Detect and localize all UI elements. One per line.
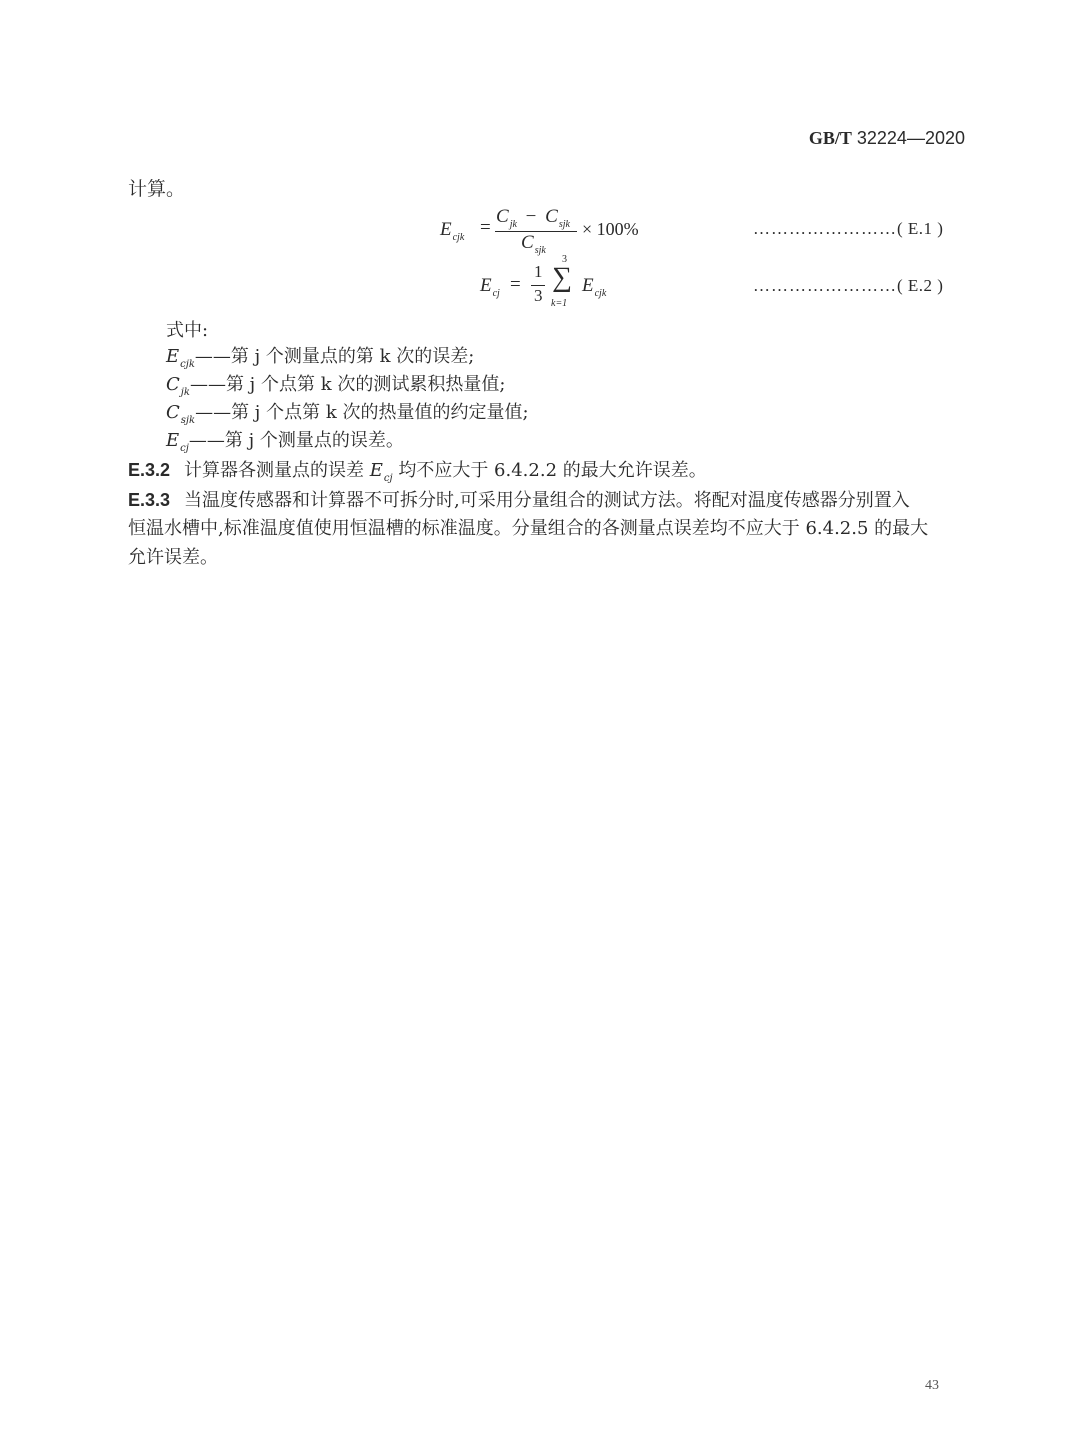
standard-number: 32224—2020	[856, 128, 965, 148]
clause-e-3-3-continued: 恒温水槽中,标准温度值使用恒温槽的标准温度。分量组合的各测量点误差均不应大于 6.4.2.5 的最大	[128, 518, 929, 539]
formula-e1-numerator: $C_{jk} - C_{sjk}$	[496, 206, 570, 230]
intro-text: 计算。	[128, 178, 186, 200]
clause-e-3-3: E.3.3 当温度传感器和计算器不可拆分时,可采用分量组合的测试方法。将配对温度传感器分别置入	[128, 490, 910, 511]
where-title: 式中:	[166, 320, 209, 341]
formula-e2-sum-lower: k=1	[551, 298, 568, 309]
formula-e1-denominator: $C_{sjk}$	[521, 232, 546, 256]
formula-e1	[440, 204, 670, 254]
formula-e2-label: ……………………( E.2 )	[753, 276, 944, 295]
where-item: $C_{sjk}——$第 j 个点第 k 次的热量值的约定量值;	[166, 402, 529, 426]
where-item: $C_{jk}——$第 j 个点第 k 次的测试累积热量值;	[166, 374, 506, 398]
formula-e2-equals: =	[510, 274, 521, 295]
formula-e1-lhs: $E_{cjk}$	[440, 219, 465, 243]
formula-e2-sum-upper: 3	[562, 254, 567, 265]
formula-e2-frac-den: 3	[534, 286, 543, 305]
formula-e1-label: ……………………( E.1 )	[753, 219, 944, 238]
where-item: $E_{cjk}——$第 j 个测量点的第 k 次的误差;	[166, 346, 475, 370]
page-number: 43	[925, 1378, 939, 1393]
where-item: $E_{cj}——$第 j 个测量点的误差。	[166, 430, 404, 454]
formula-e2-lhs: $E_{cj}$	[480, 275, 500, 299]
standard-prefix: GB/T	[808, 128, 852, 148]
clause-e-3-3-continued: 允许误差。	[128, 547, 218, 568]
formula-e1-tail: × 100%	[582, 219, 639, 239]
formula-e2-term: $E_{cjk}$	[582, 275, 607, 299]
standard-code	[809, 128, 965, 149]
clause-e-3-2: E.3.2 计算器各测量点的误差 $E_{cj}$ 均不应大于 6.4.2.2 的最大允许误差。	[128, 460, 707, 484]
formula-e2-frac-num: 1	[534, 262, 543, 281]
formula-e1-equals: =	[480, 217, 491, 238]
formula-e2-sum-icon: ∑	[552, 262, 572, 293]
formula-e2	[480, 254, 680, 314]
